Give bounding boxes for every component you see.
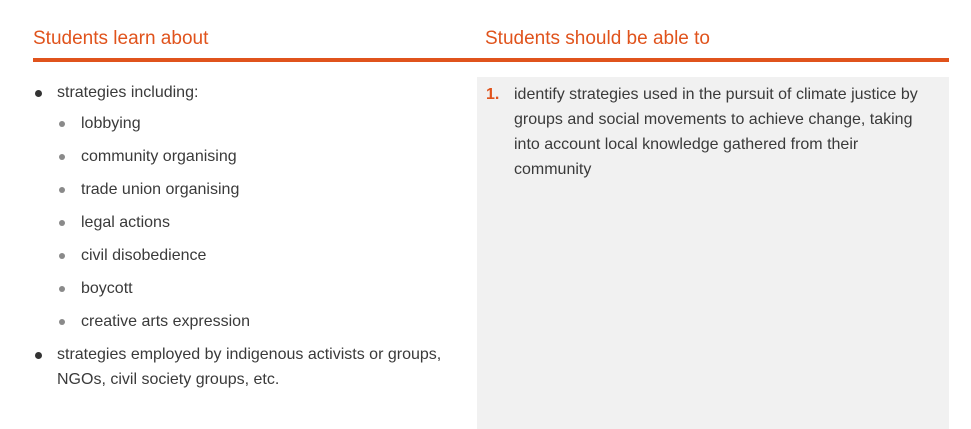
outcome-item (477, 77, 949, 182)
header-divider (33, 58, 949, 62)
learn-about-column (33, 80, 473, 392)
list-item (33, 80, 473, 334)
sub-list-item-text: boycott (81, 280, 133, 297)
sub-bullet-icon (59, 253, 65, 259)
sub-list (57, 111, 473, 334)
sub-list-item-text: community organising (81, 148, 237, 165)
sub-list-item (57, 144, 473, 169)
list-item-text: strategies including: (57, 84, 199, 101)
sub-list-item (57, 276, 473, 301)
table-header (0, 0, 971, 60)
sub-list-item (57, 309, 473, 334)
sub-list-item-text: civil disobedience (81, 247, 207, 264)
sub-list-item-text: lobbying (81, 115, 141, 132)
sub-bullet-icon (59, 121, 65, 127)
sub-list-item-text: creative arts expression (81, 313, 250, 330)
sub-list-item (57, 210, 473, 235)
outcome-number: 1. (486, 86, 500, 103)
outcomes-list (477, 77, 949, 182)
list-item (33, 342, 473, 392)
sub-bullet-icon (59, 220, 65, 226)
sub-bullet-icon (59, 319, 65, 325)
heading-students-learn-about: Students learn about (33, 28, 209, 49)
learn-about-list (33, 80, 473, 392)
sub-bullet-icon (59, 286, 65, 292)
sub-list-item (57, 243, 473, 268)
sub-bullet-icon (59, 187, 65, 193)
heading-students-should-be-able-to: Students should be able to (485, 28, 711, 49)
sub-bullet-icon (59, 154, 65, 160)
outcome-text: identify strategies used in the pursuit of climate justice by groups and social movements to achieve change, taking into account local knowledge gathered from their community (514, 86, 918, 178)
able-to-panel (477, 77, 949, 429)
sub-list-item-text: trade union organising (81, 181, 240, 198)
sub-list-item (57, 111, 473, 136)
bullet-icon (35, 90, 42, 97)
sub-list-item-text: legal actions (81, 214, 170, 231)
sub-list-item (57, 177, 473, 202)
list-item-text: strategies employed by indigenous activists or groups, NGOs, civil society groups, etc. (57, 346, 442, 388)
bullet-icon (35, 352, 42, 359)
